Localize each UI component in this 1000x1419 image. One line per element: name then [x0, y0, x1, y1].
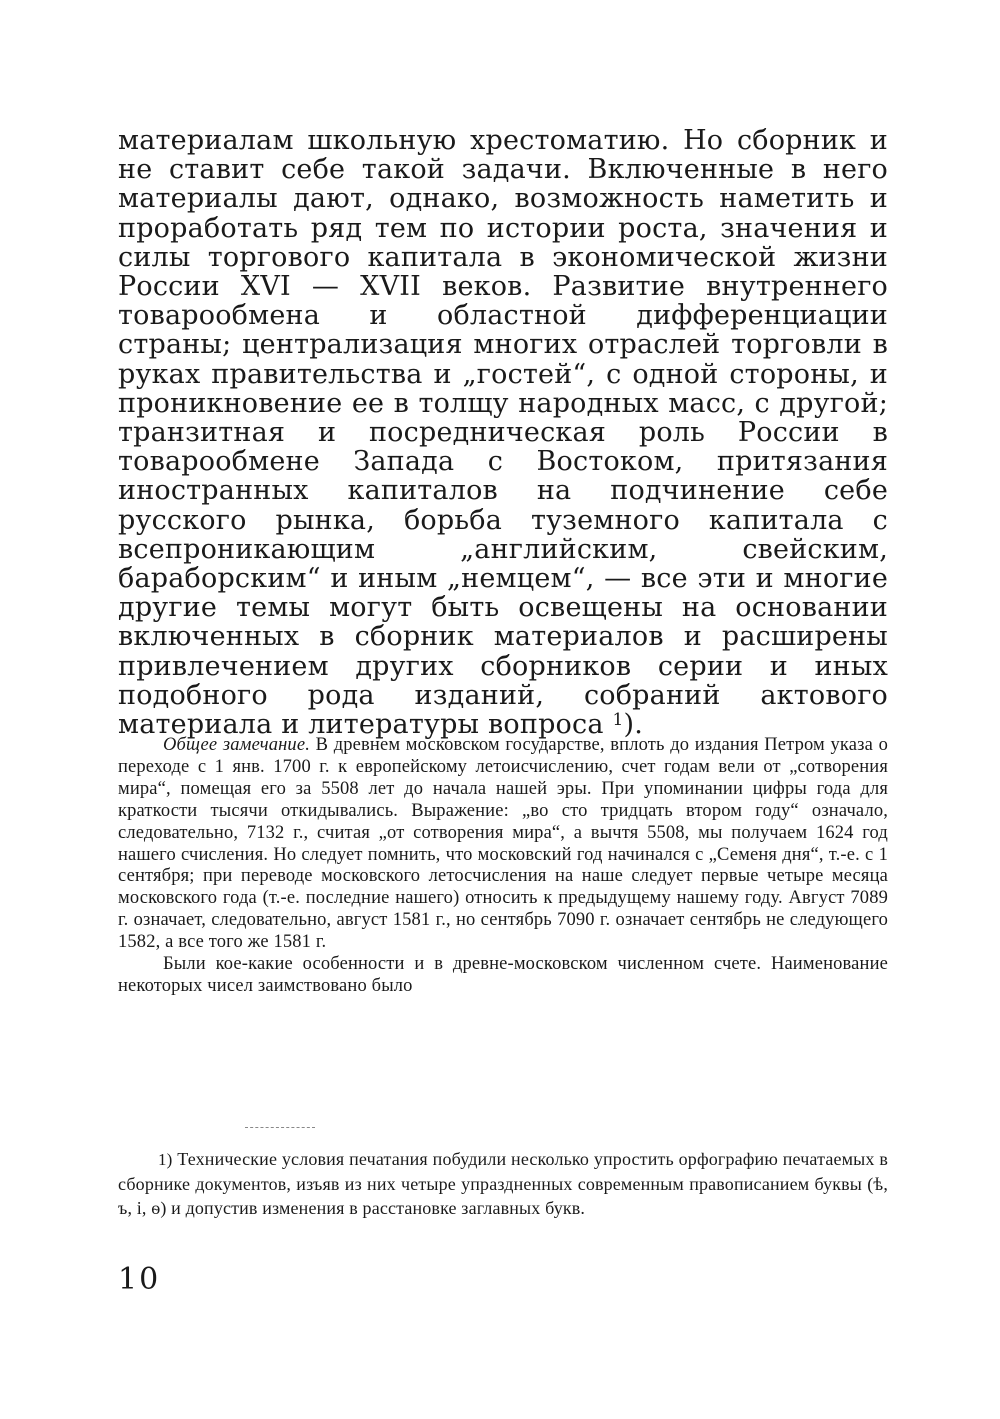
- general-note-label: Общее замечание.: [163, 735, 310, 755]
- footnote-reference: 1: [612, 710, 624, 731]
- main-paragraph-text: материалам школьную хрестоматию. Но сборник и не ставит себе такой задачи. Включенные в него материалы дают, однако, возможность наметить и проработать ряд тем по истории роста, значения и силы торгового капитала в экономической жизни России XVI — XVII веков. Развитие внутреннего товарообмена и областной дифференциации страны; централизация многих отраслей торговли в руках правительства и „гостей“, с одной стороны, и проникновение ее в толщу народных масс, с другой; транзитная и посредническая роль России в товарообмене Запада с Востоком, притязания иностранных капиталов на подчинение себе русского рынка, борьба туземного капитала с всепроникающим „английским, свейским, бараборским“ и иным „немцем“, — все эти и многие другие темы могут быть освещены на основании включенных в сборник материалов и расширены привлечением других сборников серии и иных подобного рода изданий, собраний актового материала и литературы вопроса: [118, 125, 888, 741]
- general-note-text-1: В древнем московском государстве, вплоть до издания Петром указа о переходе с 1 янв. 1700 г. к европейскому летоисчислению, счет годам вели от „сотворения мира“, помещая его за 5508 лет до начала нашей эры. При упоминании цифры года для краткости тысячи откидывались. Выражение: „во сто тридцать втором году“ означало, следовательно, 7132 г., считая „от сотворения мира“, а вычтя 5508, мы получаем 1624 год нашего счисления. Но следует помнить, что московский год начинался с „Семеня дня“, т.-е. с 1 сентября; при переводе московского летосчисления на наше следует первые четыре месяца московского года (т.-е. последние нашего) относить к предыдущему нашему году. Август 7089 г. означает, следовательно, август 1581 г., но сентябрь 7090 г. означает сентябрь не следующего 1582, а все того же 1581 г.: [118, 735, 888, 953]
- footnote-separator: [245, 1127, 315, 1128]
- main-paragraph-end: ).: [623, 709, 643, 741]
- general-note-text-2: Были кое-какие особенности и в древне-московском численном счете. Наименование некоторых чисел заимствовано было: [118, 954, 888, 996]
- main-paragraph: [118, 126, 888, 743]
- footnote: [118, 1147, 888, 1220]
- general-note-paragraph-1: [118, 735, 888, 954]
- page-number: 10: [118, 1262, 161, 1297]
- general-note: [118, 735, 888, 998]
- footnote-marker: 1): [158, 1150, 173, 1169]
- general-note-paragraph-2: [118, 954, 888, 998]
- footnote-paragraph: [118, 1147, 888, 1220]
- footnote-text: Технические условия печатания побудили несколько упростить орфографию печатаемых в сборнике документов, изъяв из них четыре упраздненных современным правописанием буквы (ѣ, ъ, і, ѳ) и допустив изменения в расстановке заглавных букв.: [118, 1149, 888, 1218]
